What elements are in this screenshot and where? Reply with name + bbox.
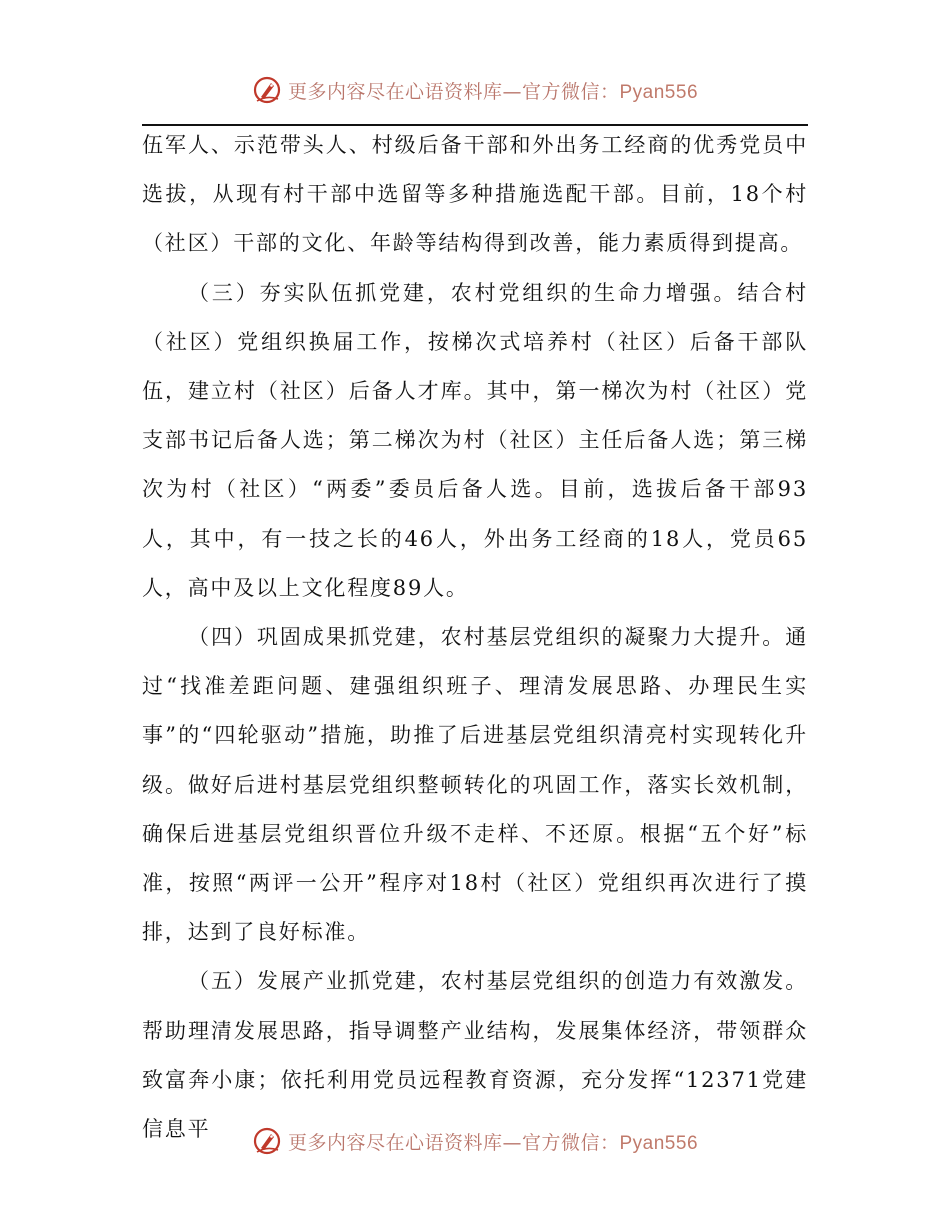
footer-banner-separator: — <box>502 1131 522 1154</box>
header-banner-main: 更多内容尽在心语资料库 <box>287 80 503 103</box>
footer-banner-text <box>288 1128 698 1155</box>
pen-nib-logo-icon <box>252 75 282 105</box>
header-banner-wechat-id: Pyan556 <box>619 81 699 103</box>
footer-banner-main: 更多内容尽在心语资料库 <box>287 1131 503 1154</box>
footer-banner-wechat-id: Pyan556 <box>619 1132 699 1154</box>
paragraph-section-3: （三）夯实队伍抓党建，农村党组织的生命力增强。结合村（社区）党组织换届工作，按梯次式培养村（社区）后备干部队伍，建立村（社区）后备人才库。其中，第一梯次为村（社区）党支部书记后备人选；第二梯次为村（社区）主任后备人选；第三梯次为村（社区）“两委”委员后备人选。目前，选拔后备干部93人，其中，有一技之长的46人，外出务工经商的18人，党员65人，高中及以上文化程度89人。 <box>142 280 808 600</box>
header-banner-separator: — <box>502 80 522 103</box>
header-banner-text <box>288 77 698 104</box>
header-banner <box>0 70 950 110</box>
paragraph-section-5: （五）发展产业抓党建，农村基层党组织的创造力有效激发。帮助理清发展思路，指导调整产业结构，发展集体经济，带领群众致富奔小康；依托利用党员远程教育资源，充分发挥“12371党建信息平 <box>142 969 808 1142</box>
footer-banner <box>0 1121 950 1161</box>
header-banner-contact: 官方微信： <box>521 80 620 103</box>
paragraph-section-4: （四）巩固成果抓党建，农村基层党组织的凝聚力大提升。通过“找准差距问题、建强组织班子、理清发展思路、办理民生实事”的“四轮驱动”措施，助推了后进基层党组织清亮村实现转化升级。做好后进村基层党组织整顿转化的巩固工作，落实长效机制，确保后进基层党组织晋位升级不走样、不还原。根据“五个好”标准，按照“两评一公开”程序对18村（社区）党组织再次进行了摸排，达到了良好标准。 <box>142 625 808 945</box>
footer-banner-contact: 官方微信： <box>521 1131 620 1154</box>
document-body <box>142 121 808 1154</box>
paragraph-continued: 伍军人、示范带头人、村级后备干部和外出务工经商的优秀党员中选拔，从现有村干部中选留等多种措施选配干部。目前，18个村（社区）干部的文化、年龄等结构得到改善，能力素质得到提高。 <box>142 133 808 256</box>
pen-nib-logo-icon <box>252 1126 282 1156</box>
